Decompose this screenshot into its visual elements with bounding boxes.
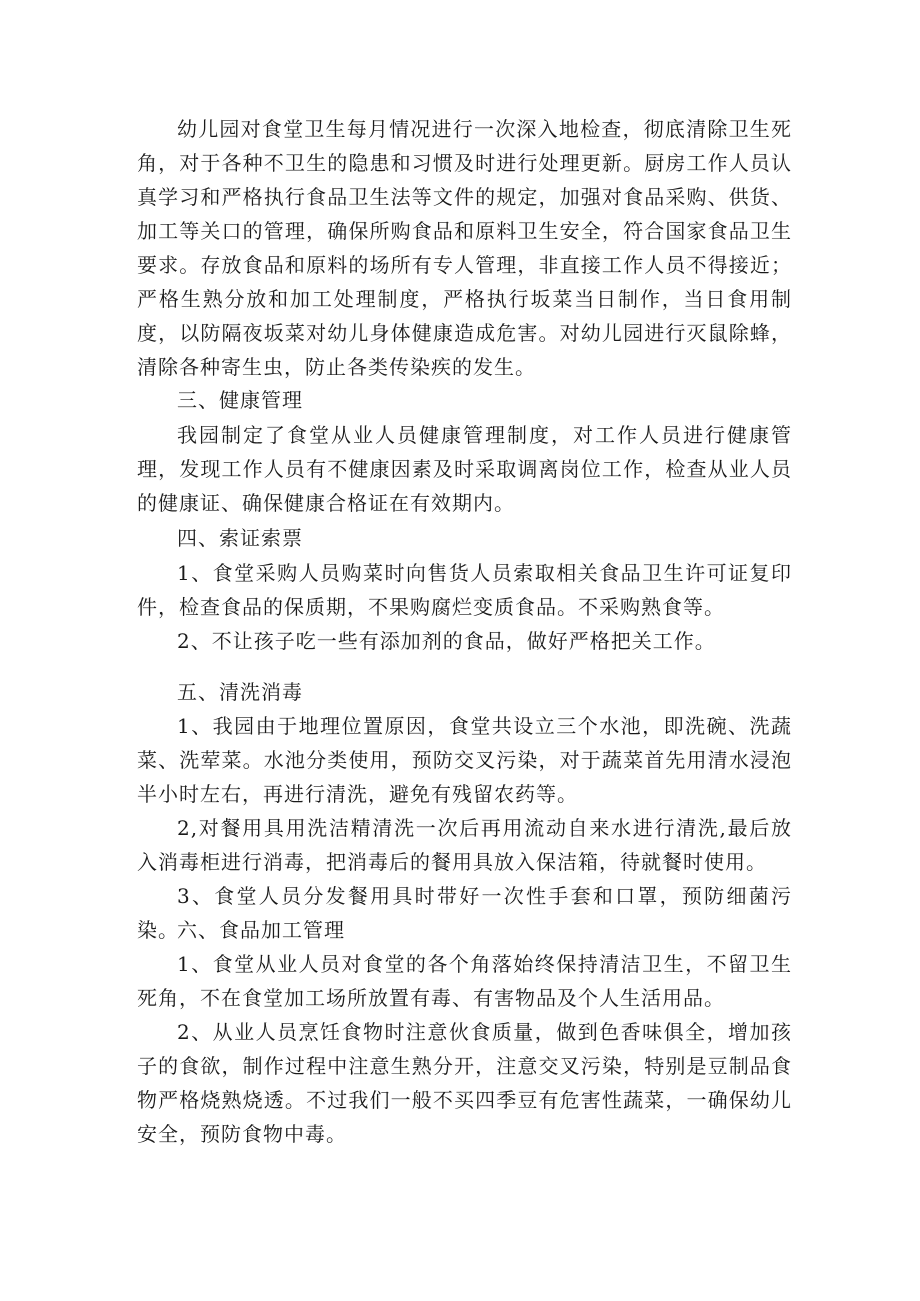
paragraph-health-management: 我园制定了食堂从业人员健康管理制度，对工作人员进行健康管理，发现工作人员有不健康因素及时采取调离岗位工作，检查从业人员的健康证、确保健康合格证在有效期内。 [137,423,792,515]
paragraph-certificates-2: 2、不让孩子吃一些有添加剂的食品，做好严格把关工作。 [177,629,716,653]
heading-food-processing: 六、食品加工管理 [177,918,345,942]
heading-certificates: 四、索证索票 [177,526,303,550]
paragraph-certificates-1: 1、食堂采购人员购菜时向售货人员索取相关食品卫生许可证复印件，检查食品的保质期，不果购腐烂变质食品。不采购熟食等。 [137,561,792,619]
heading-cleaning-disinfection: 五、清洗消毒 [177,680,303,704]
heading-health-management: 三、健康管理 [177,388,303,412]
paragraph-food-hygiene-inspection: 幼儿园对食堂卫生每月情况进行一次深入地检查，彻底清除卫生死角，对于各种不卫生的隐患和习惯及时进行处理更新。厨房工作人员认真学习和严格执行食品卫生法等文件的规定，加强对食品采购、供货、加工等关口的管理，确保所购食品和原料卫生安全，符合国家食品卫生要求。存放食品和原料的场所有专人管理，非直接工作人员不得接近；严格生熟分放和加工处理制度，严格执行坂菜当日制作，当日食用制度，以防隔夜坂菜对幼儿身体健康造成危害。对幼儿园进行灭鼠除蜂，清除各种寄生虫，防止各类传染疾的发生。 [137,117,792,379]
paragraph-cleaning-2: 2,对餐用具用洗洁精清洗一次后再用流动自来水进行清洗,最后放入消毒柜进行消毒，把消毒后的餐用具放入保洁箱，待就餐时使用。 [137,816,792,874]
paragraph-food-processing-2: 2、从业人员烹饪食物时注意伙食质量，做到色香味俱全，增加孩子的食欲，制作过程中注意生熟分开，注意交叉污染，特别是豆制品食物严格烧熟烧透。不过我们一般不买四季豆有危害性蔬菜，一确保幼儿安全，预防食物中毒。 [137,1020,792,1146]
paragraph-food-processing-1: 1、食堂从业人员对食堂的各个角落始终保持清洁卫生，不留卫生死角，不在食堂加工场所放置有毒、有害物品及个人生活用品。 [137,952,792,1010]
paragraph-cleaning-3: 3、食堂人员分发餐用具时带好一次性手套和口罩，预防细菌污染。 [137,884,792,942]
paragraph-cleaning-1: 1、我园由于地理位置原因，食堂共设立三个水池，即洗碗、洗蔬菜、洗荤菜。水池分类使用，预防交叉污染，对于蔬菜首先用清水浸泡半小时左右，再进行清洗，避免有残留农药等。 [137,714,792,806]
